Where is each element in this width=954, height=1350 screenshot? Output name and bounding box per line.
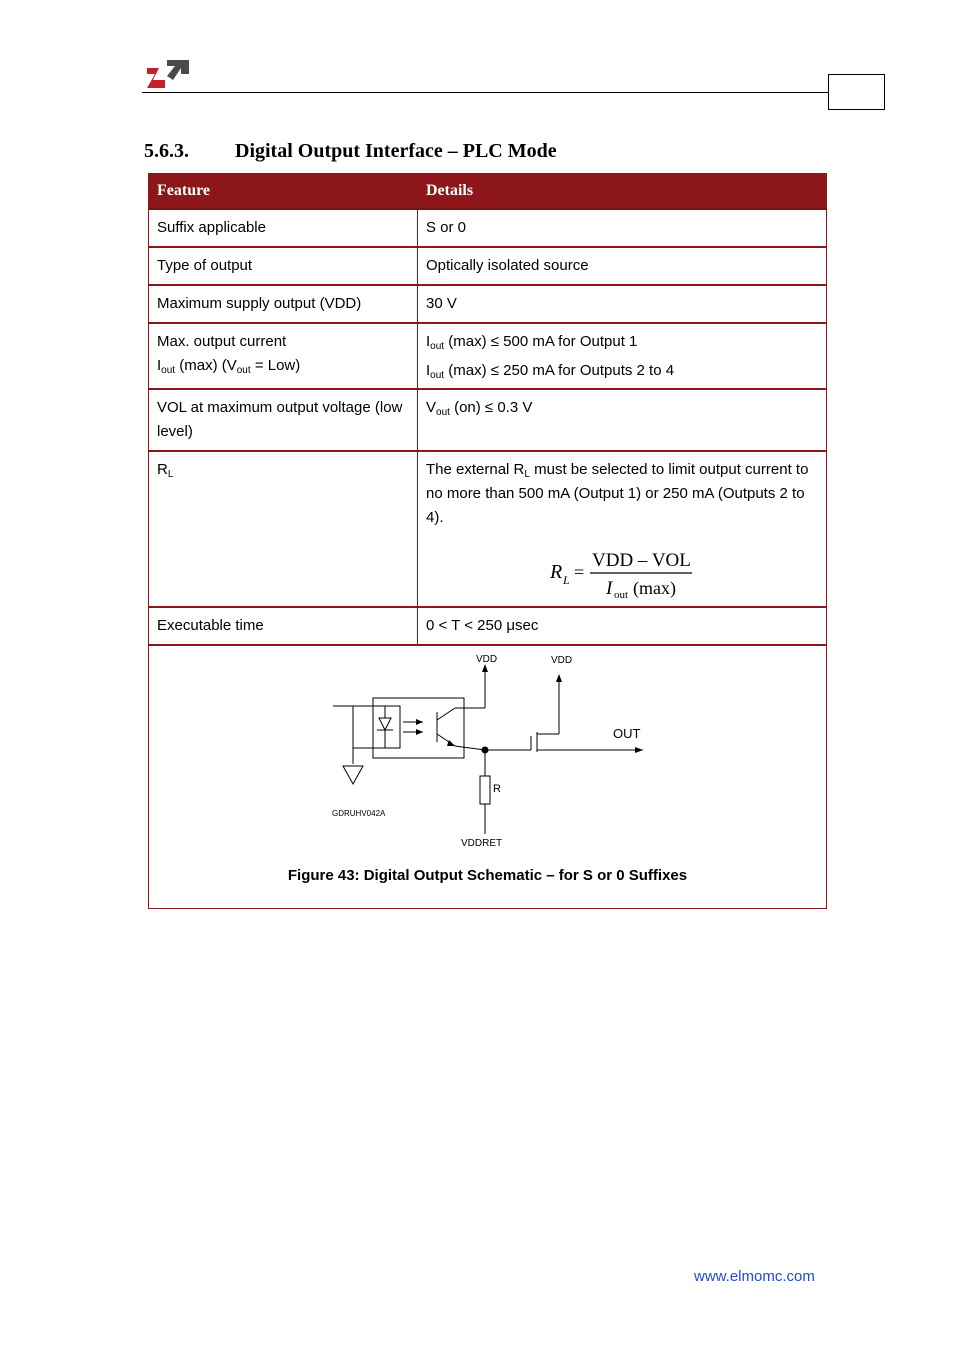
label-out: OUT xyxy=(613,726,641,741)
rl-formula xyxy=(546,544,706,600)
footer-website-link[interactable]: www.elmomc.com xyxy=(694,1268,815,1285)
table-row xyxy=(149,285,827,323)
table-row xyxy=(149,389,827,451)
table-row xyxy=(149,209,827,247)
header-feature: Feature xyxy=(149,174,418,210)
details-cell: Optically isolated source xyxy=(418,247,827,285)
section-number: 5.6.3. xyxy=(144,140,189,162)
spec-table xyxy=(148,173,827,909)
details-text: The external $R_L$ must be selected to limit output current to no more than 500 mA (Output 1) or 250 mA (Outputs 2 to 4). xyxy=(426,461,809,526)
table-header-row xyxy=(149,174,827,210)
formula-numerator: VDD – VOL xyxy=(592,550,691,571)
feature-cell: Suffix applicable xyxy=(149,209,418,247)
figure-row xyxy=(149,645,827,909)
figure-caption: Figure 43: Digital Output Schematic – for S or 0 Suffixes xyxy=(287,867,688,884)
feature-line: Max. output current xyxy=(157,333,287,350)
section-heading xyxy=(144,140,557,163)
formula-lhs-sub: L xyxy=(563,573,570,587)
formula-eq: = xyxy=(574,562,585,582)
feature-cell: Type of output xyxy=(149,247,418,285)
label-figure-code: GDRUHV042A xyxy=(332,809,386,818)
table-row xyxy=(149,451,827,607)
formula-den-max: (max) xyxy=(633,578,676,598)
table-row xyxy=(149,247,827,285)
figure-cell xyxy=(149,645,827,909)
formula-den-sub: out xyxy=(614,589,629,600)
label-resistor: R xyxy=(493,783,501,795)
feature-line: $I_{out}$ (max) $(V_{out} = Low)$ xyxy=(157,357,301,376)
label-vddret: VDDRET xyxy=(461,838,503,849)
details-cell: S or 0 xyxy=(418,209,827,247)
feature-cell: Executable time xyxy=(149,607,418,645)
page-number-box xyxy=(828,74,885,110)
feature-cell xyxy=(149,323,418,389)
details-line: $I_{out}$ (max) ≤ 250 mA for Outputs 2 to 4 xyxy=(426,362,675,381)
table-row xyxy=(149,323,827,389)
feature-cell: Maximum supply output (VDD) xyxy=(149,285,418,323)
section-title: Digital Output Interface – PLC Mode xyxy=(235,140,557,162)
details-cell xyxy=(418,323,827,389)
details-cell: 30 V xyxy=(418,285,827,323)
header-details: Details xyxy=(418,174,827,210)
formula-lhs: R xyxy=(550,561,563,583)
details-cell: 0 < T < 250 μsec xyxy=(418,607,827,645)
digital-output-schematic xyxy=(319,650,659,854)
header-rule xyxy=(142,92,828,93)
details-cell xyxy=(418,451,827,607)
details-cell: $V_{out}$ (on) ≤ 0.3 V xyxy=(418,389,827,451)
label-vdd-right: VDD xyxy=(551,655,573,666)
feature-cell: $R_L$ xyxy=(149,451,418,607)
label-vdd-left: VDD xyxy=(476,654,498,665)
formula-den-i: I xyxy=(606,578,613,599)
table-row xyxy=(149,607,827,645)
elmo-logo-icon xyxy=(147,58,193,88)
details-line: $I_{out}$ (max) ≤ 500 mA for Output 1 xyxy=(426,333,638,352)
feature-cell: VOL at maximum output voltage (low level) xyxy=(149,389,418,451)
